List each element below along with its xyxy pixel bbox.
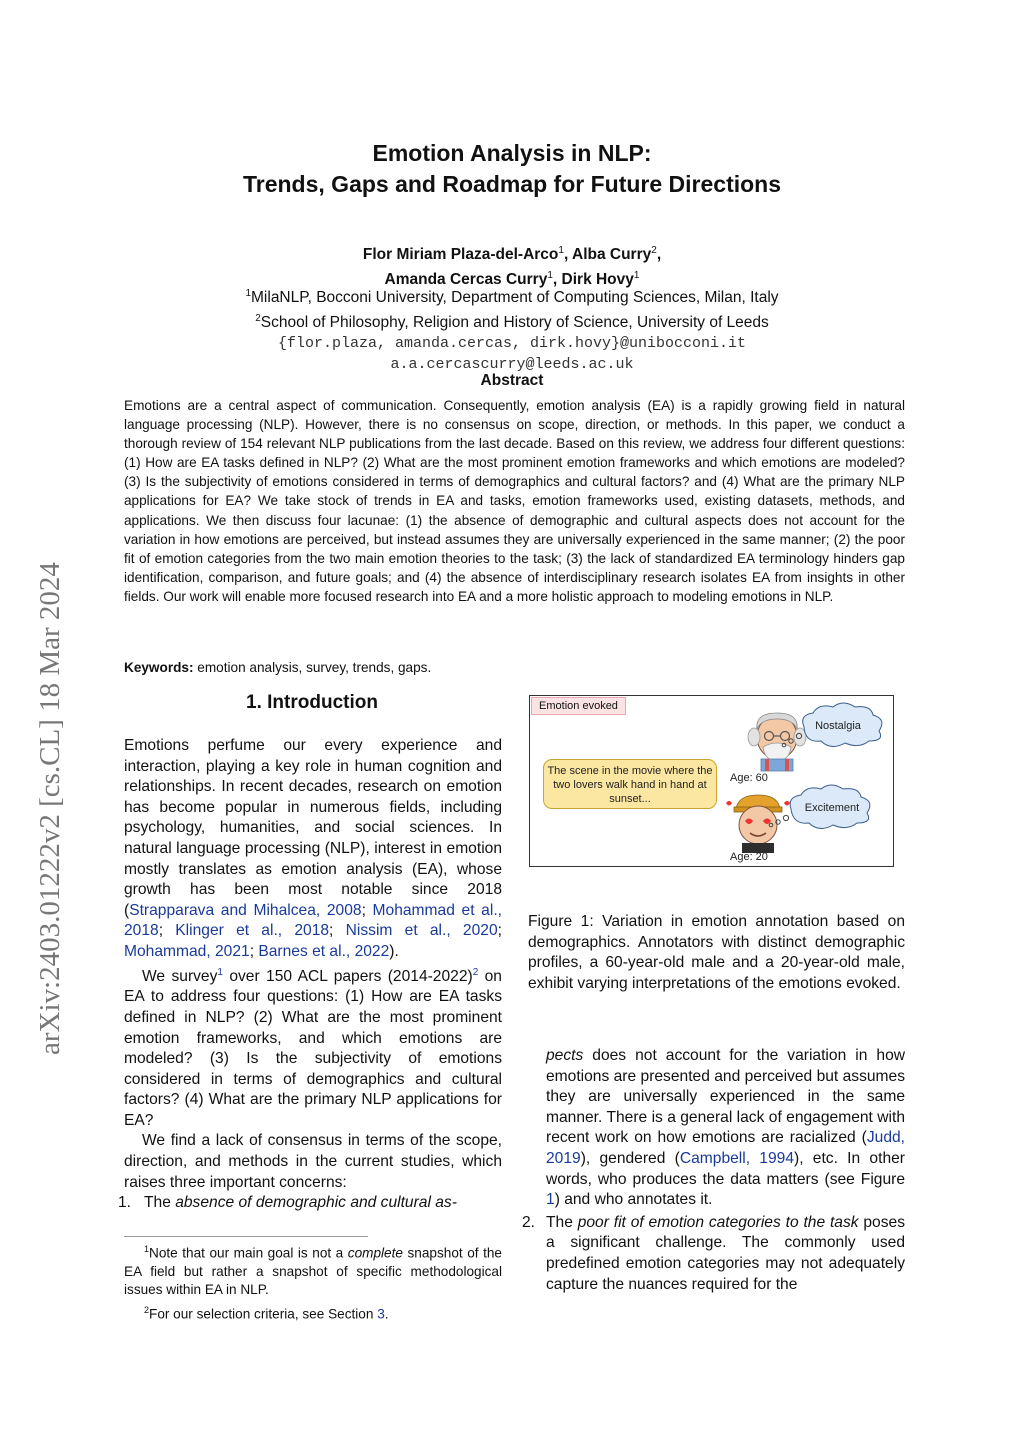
author-4-sup: 1 — [633, 270, 640, 282]
abstract-text: Emotions are a central aspect of communication. Consequently, emotion analysis (EA) is a rapidly growing field in natural language processing (NLP). However, there is no consensus on scope, direction, or methods. In this paper, we conduct a thorough review of 154 relevant NLP publications from the last decade. Based on this review, we address four different questions: (1) How are EA tasks defined in NLP? (2) What are the most prominent emotion frameworks and which emotions are modeled? (3) Is the subjectivity of emotions considered in terms of demographics and cultural factors? and (4) What are the primary NLP applications for EA? We take stock of trends in EA and tasks, emotion frameworks used, existing datasets, methods, and applications. We then discuss four lacunae: (1) the absence of demographic and cultural aspects does not account for the variation in how emotions are perceived, but instead assumes they are universally experienced in the same manner; (2) the poor fit of emotion categories from the two main emotion theories to the task; (3) the lack of standardized EA terminology hinders gap identification, comparison, and future goals; and (4) the absence of interdisciplinary research isolates EA from insights in other fields. Our work will enable more focused research into EA and a more holistic approach to modeling emotions in NLP. — [124, 398, 905, 604]
concern-list-item-1-continued: pects does not account for the variation in how emotions are presented and perceived but assumes they are universally experienced in the same manner. There is a general lack of engagement with recent work on how emotions are racialized (Judd, 2019), gendered (Campbell, 1994), etc. In other words, who produces the data matters (see Figure 1) and who annotates it. — [546, 1047, 905, 1209]
concern-list-item-1: 1. The absence of demographic and cultural as- — [124, 1193, 502, 1214]
figure-1-caption: Figure 1: Variation in emotion annotation based on demographics. Annotators with distinct demographic profiles, a 60-year-old male and a 20-year-old male, exhibit varying interpretations of the emotions evoked. — [528, 913, 905, 992]
author-4: Dirk Hovy — [561, 271, 634, 289]
author-2-sup: 2 — [651, 245, 657, 256]
affil-2-sup: 2 — [255, 313, 261, 325]
arxiv-sidebar: arXiv:2403.01222v2 [cs.CL] 18 Mar 2024 — [34, 562, 66, 1055]
email-1[interactable]: {flor.plaza, amanda.cercas, dirk.hovy}@unibocconi.it — [277, 335, 747, 353]
emotion-label-excitement: Excitement — [804, 802, 860, 814]
scene-text-box: The scene in the movie where the two lovers walk hand in hand at sunset... — [543, 759, 717, 809]
intro-paragraph-2: We survey$^1$ over 150 ACL papers (2014-2022)$^2$ on EA to address four questions: (1) How are EA tasks defined in NLP? (2) What are the most prominent emotion frameworks, and which emotions are modeled? (3) Is the subjectivity of emotions considered in terms of demographics and cultural factors? (4) What are the primary NLP applications for EA? — [124, 966, 502, 1129]
footnotes — [124, 1240, 502, 1323]
author-1: Flor Miriam Plaza-del-Arco — [362, 246, 559, 264]
keywords-label: Keywords: — [124, 660, 194, 675]
author-list: Flor Miriam Plaza-del-Arco$^1$, Alba Curry$^2$, Amanda Cercas Curry$^1$, Dirk Hovy$^1$ — [362, 245, 662, 289]
affiliation-2: School of Philosophy, Religion and History of Science, University of Leeds — [260, 314, 769, 332]
author-1-sup: 1 — [558, 245, 564, 256]
citation-link[interactable]: Barnes et al., 2022 — [258, 942, 390, 960]
keywords-text: emotion analysis, survey, trends, gaps. — [193, 660, 432, 675]
citation-link[interactable]: Campbell, 1994 — [679, 1149, 794, 1167]
author-2: Alba Curry — [572, 246, 652, 264]
emotion-evoked-tag: Emotion evoked — [531, 697, 626, 715]
footnote-divider — [124, 1236, 368, 1237]
emotion-label-nostalgia: Nostalgia — [815, 720, 861, 732]
citation-link[interactable]: Judd, 2019 — [546, 1129, 905, 1167]
citation-link[interactable]: Mohammad et al., 2018 — [124, 901, 502, 940]
email-2[interactable]: a.a.cercascurry@leeds.ac.uk — [390, 356, 634, 374]
young-man-avatar-icon — [726, 795, 790, 853]
old-man-avatar-icon — [748, 713, 806, 771]
section-ref-link[interactable]: 3 — [377, 1306, 385, 1322]
list-number: 1. — [118, 1194, 132, 1212]
right-column — [522, 1046, 905, 1295]
figure-ref-link[interactable]: 1 — [546, 1191, 555, 1209]
age-label-20: Age: 20 — [730, 851, 768, 863]
concern-list-item-2: 2. The poor fit of emotion categories to the task poses a significant challenge. The commonly used predefined emotion categories may not adequately capture the nuances required for the — [522, 1213, 905, 1293]
title-line-2: Trends, Gaps and Roadmap for Future Directions — [242, 171, 782, 197]
citation-link[interactable]: Klinger et al., 2018 — [175, 922, 330, 940]
author-3-sup: 1 — [547, 270, 553, 282]
affiliation-1: MilaNLP, Bocconi University, Department of Computing Sciences, Milan, Italy — [251, 289, 779, 307]
citation-link[interactable]: Nissim et al., 2020 — [345, 922, 498, 940]
author-3: Amanda Cercas Curry — [384, 271, 548, 289]
footnote-ref-2[interactable]: 2 — [472, 966, 479, 978]
left-column — [118, 736, 502, 1214]
section-heading-introduction: 1. Introduction — [246, 692, 378, 713]
age-label-60: Age: 60 — [730, 772, 768, 784]
affil-1-sup: 1 — [245, 288, 252, 299]
intro-paragraph-1: Emotions perfume our every experience and interaction, playing a key role in human cognition and relationships. In recent decades, research on emotion has become popular in numerous fields, including psychology, humanities, and social sciences. In natural language processing (NLP), interest in emotion mostly translates as emotion analysis (EA), whose growth has been most notable since 2018 (Strapparava and Mihalcea, 2008; Mohammad et al., 2018; Klinger et al., 2018; Nissim et al., 2020; Mohammad, 2021; Barnes et al., 2022). — [124, 737, 502, 960]
footnote-1: $^1$Note that our main goal is not a complete snapshot of the EA field but rather a snapshot of specific methodological issues within EA in NLP. — [124, 1244, 502, 1297]
citation-link[interactable]: Strapparava and Mihalcea, 2008 — [129, 901, 362, 919]
keywords — [124, 660, 905, 675]
title-line-1: Emotion Analysis in NLP: — [372, 140, 652, 166]
citation-link[interactable]: Mohammad, 2021 — [124, 942, 250, 960]
affiliations — [112, 283, 912, 375]
abstract-heading: Abstract — [480, 372, 544, 389]
intro-paragraph-3: We find a lack of consensus in terms of the scope, direction, and methods in the current studies, which raises three important concerns: — [124, 1132, 502, 1191]
footnote-2: $^2$For our selection criteria, see Section 3. — [144, 1304, 389, 1322]
paper-title — [112, 138, 912, 200]
list-number: 2. — [522, 1213, 536, 1231]
footnote-ref-1[interactable]: 1 — [217, 966, 223, 978]
